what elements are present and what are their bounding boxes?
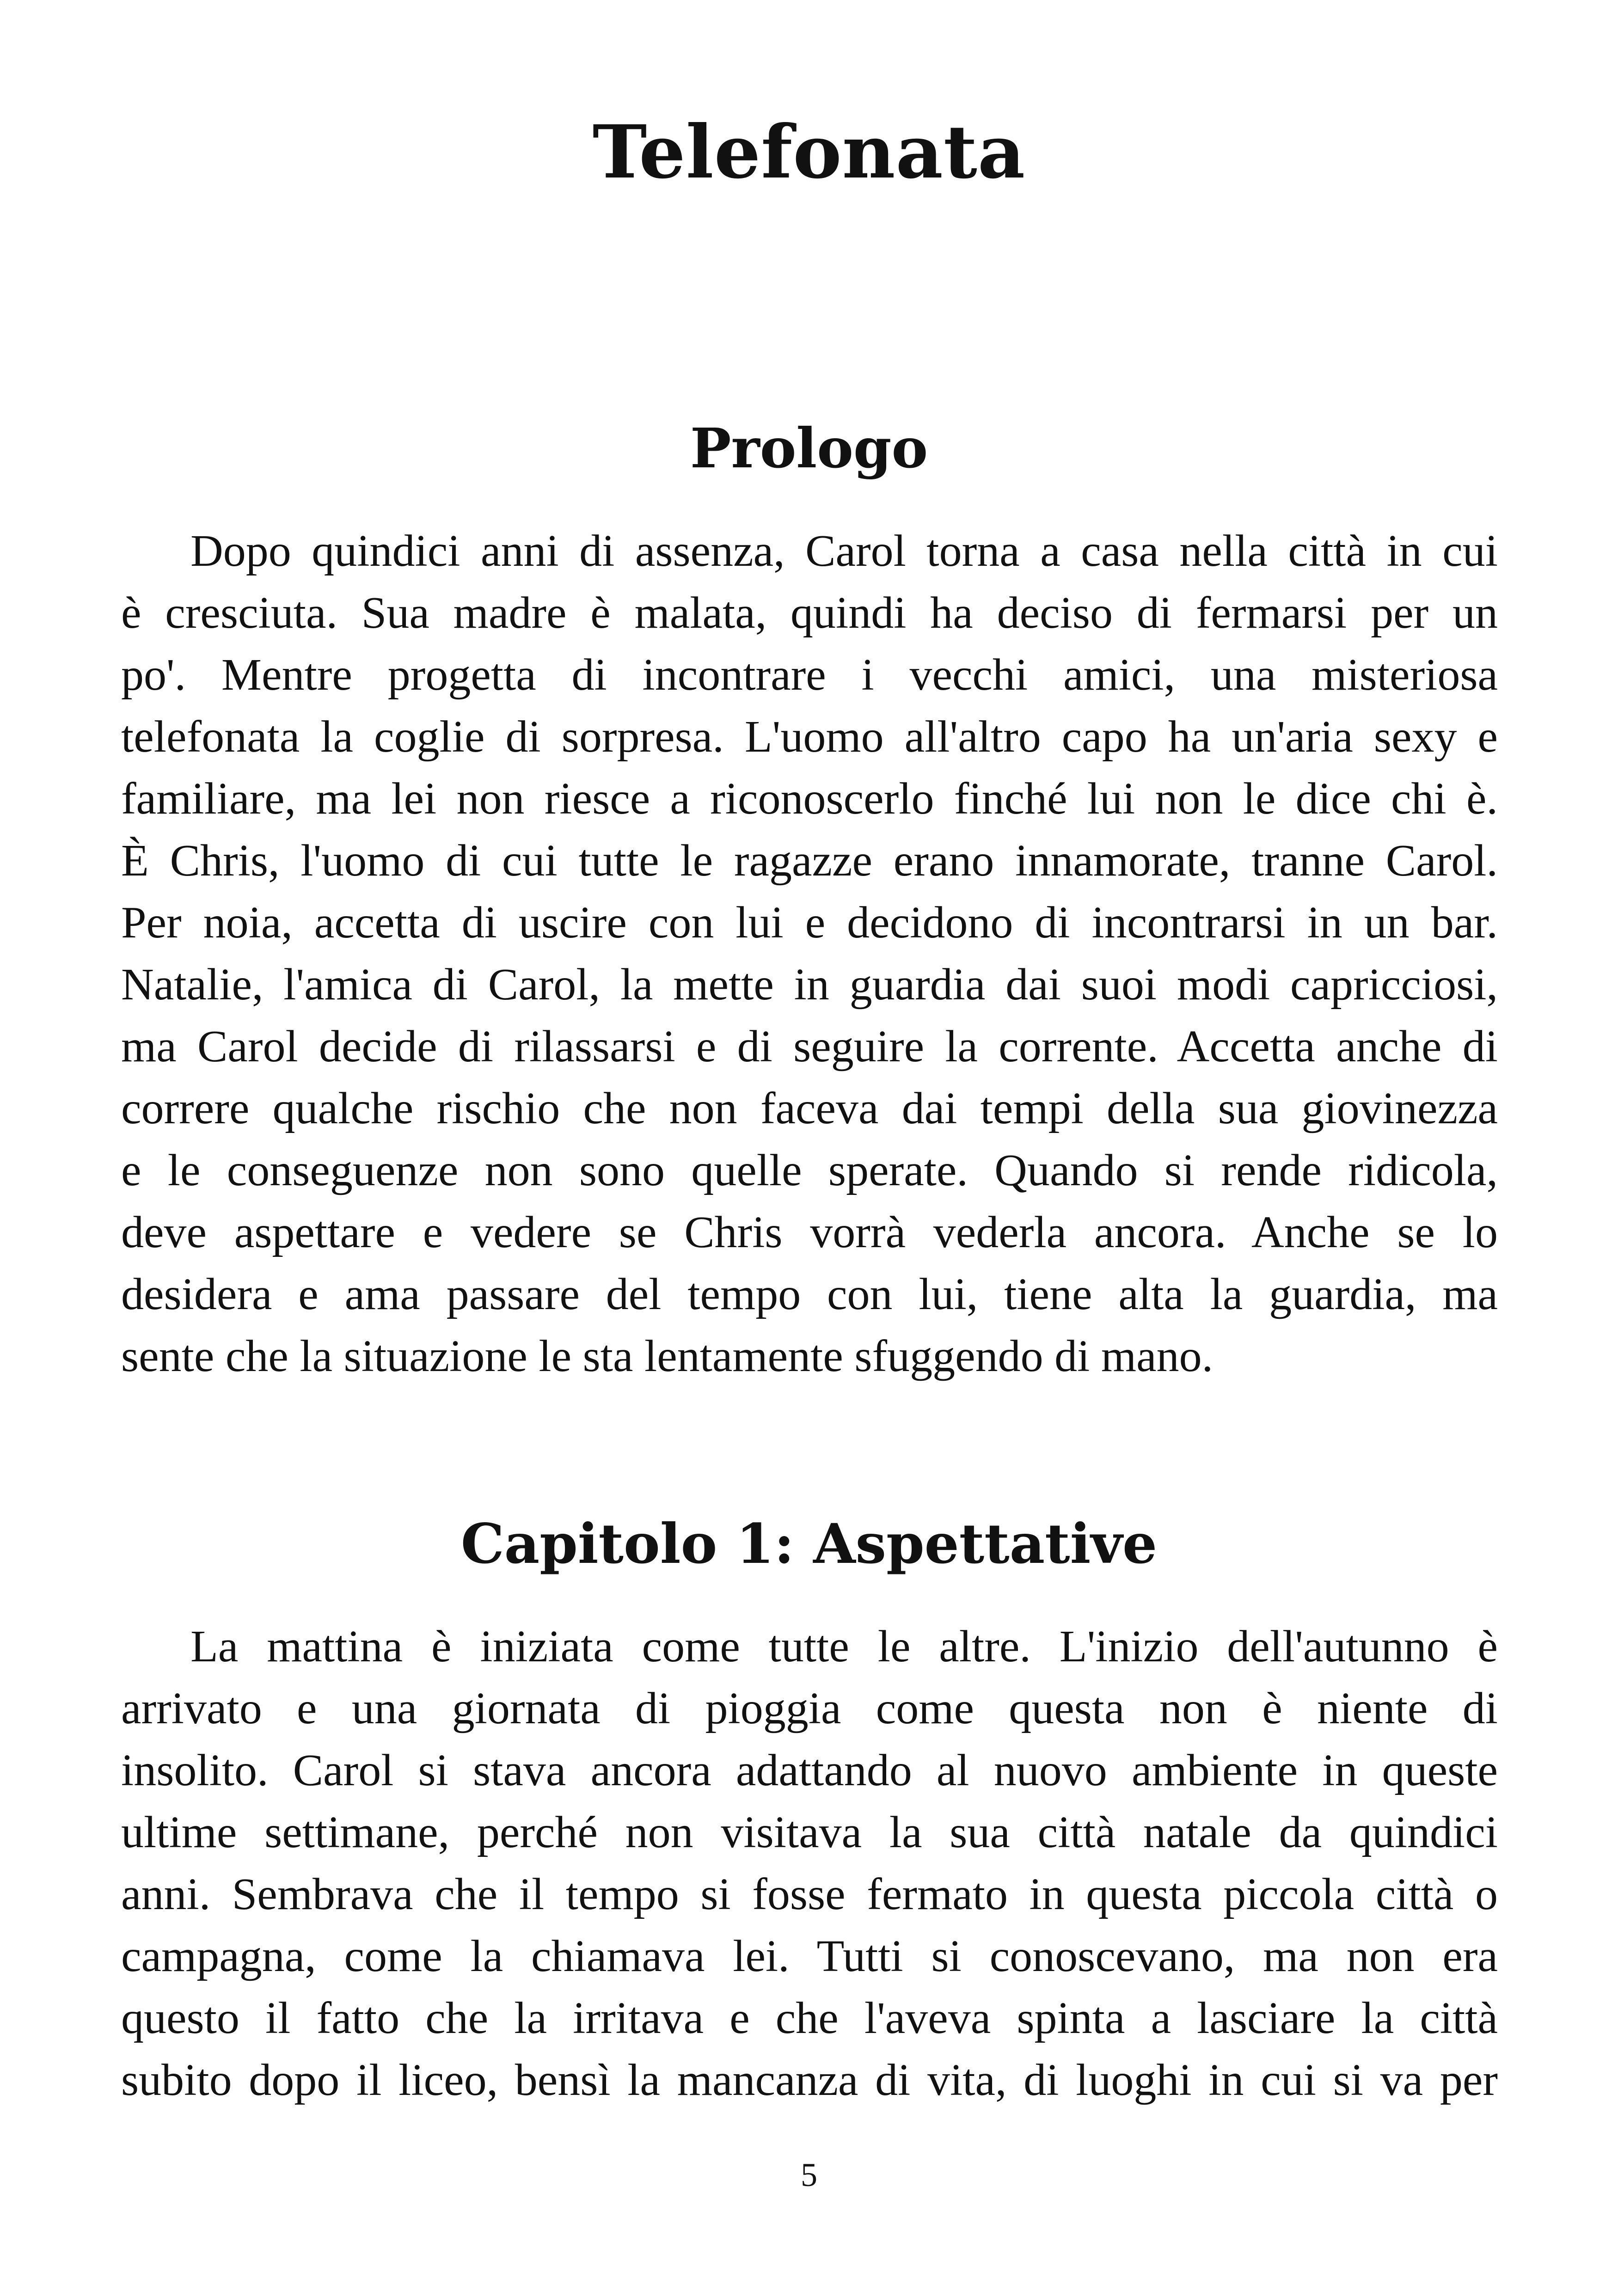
- text-line: ultime settimane, perché non visitava la sua città natale da quindici: [121, 1807, 1498, 1857]
- text-line: po'. Mentre progetta di incontrare i vecchi amici, una misteriosa: [121, 650, 1498, 700]
- chapter-1-paragraph: [121, 1616, 1498, 2111]
- text-line: telefonata la coglie di sorpresa. L'uomo all'altro capo ha un'aria sexy e: [121, 712, 1498, 762]
- text-line: arrivato e una giornata di pioggia come questa non è niente di: [121, 1684, 1498, 1733]
- text-line: È Chris, l'uomo di cui tutte le ragazze erano innamorate, tranne Carol.: [121, 836, 1498, 886]
- text-line: Dopo quindici anni di assenza, Carol torna a casa nella città in cui: [190, 526, 1498, 576]
- text-line: subito dopo il liceo, bensì la mancanza di vita, di luoghi in cui si va per: [121, 2055, 1498, 2105]
- text-line: ma Carol decide di rilassarsi e di seguire la corrente. Accetta anche di: [121, 1022, 1498, 1071]
- page-number: 5: [801, 2156, 817, 2193]
- text-line: e le conseguenze non sono quelle sperate. Quando si rende ridicola,: [121, 1145, 1498, 1195]
- text-line: correre qualche rischio che non faceva dai tempi della sua giovinezza: [121, 1084, 1498, 1133]
- text-line: familiare, ma lei non riesce a riconoscerlo finché lui non le dice chi è.: [121, 774, 1498, 824]
- chapter-1-heading: Capitolo 1: Aspettative: [460, 1512, 1158, 1576]
- book-title: Telefonata: [592, 110, 1026, 195]
- prologue-heading: Prologo: [690, 416, 928, 480]
- text-line: desidera e ama passare del tempo con lui, tiene alta la guardia, ma: [121, 1269, 1498, 1319]
- prologue-paragraph: [121, 520, 1498, 1387]
- text-line: è cresciuta. Sua madre è malata, quindi ha deciso di fermarsi per un: [121, 588, 1498, 638]
- text-line: Per noia, accetta di uscire con lui e decidono di incontrarsi in un bar.: [121, 898, 1498, 948]
- text-line: Natalie, l'amica di Carol, la mette in guardia dai suoi modi capricciosi,: [121, 960, 1498, 1010]
- text-line: sente che la situazione le sta lentamente sfuggendo di mano.: [121, 1331, 1214, 1381]
- text-line: campagna, come la chiamava lei. Tutti si conoscevano, ma non era: [121, 1931, 1498, 1981]
- text-line: insolito. Carol si stava ancora adattando al nuovo ambiente in queste: [121, 1745, 1498, 1795]
- text-line: La mattina è iniziata come tutte le altre. L'inizio dell'autunno è: [190, 1622, 1498, 1671]
- text-line: deve aspettare e vedere se Chris vorrà vederla ancora. Anche se lo: [121, 1207, 1498, 1257]
- text-line: questo il fatto che la irritava e che l'aveva spinta a lasciare la città: [121, 1993, 1498, 2043]
- text-line: anni. Sembrava che il tempo si fosse fermato in questa piccola città o: [121, 1869, 1498, 1919]
